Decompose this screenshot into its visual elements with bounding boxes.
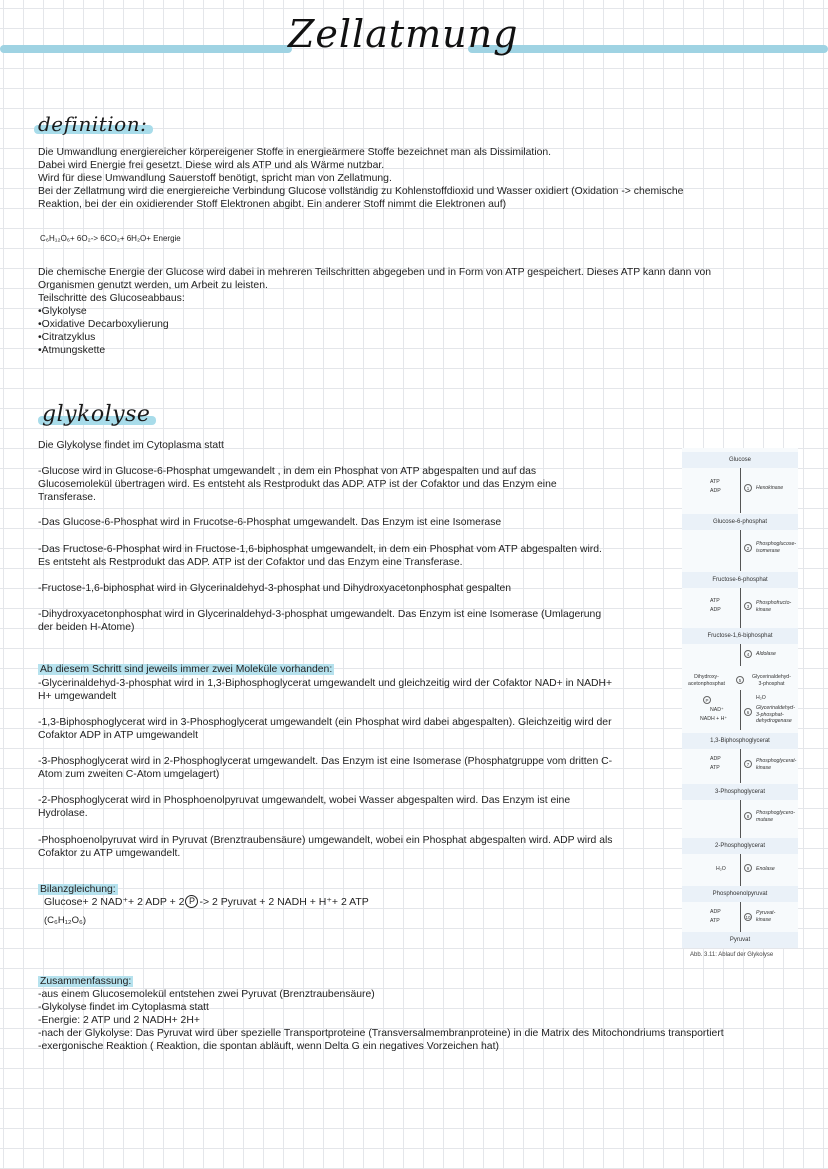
step-number: 9 [744, 864, 752, 872]
step-number: 8 [744, 812, 752, 820]
box-fructose-1-6-biphosphat: Fructose-1,6-biphosphat [682, 628, 798, 644]
arrow-3 [740, 588, 741, 628]
box-2-phosphoglycerat: 2-Phosphoglycerat [682, 838, 798, 854]
glycolysis-step-4: -Fructose-1,6-biphosphat wird in Glycerinaldehyd-3-phosphat und Dihydroxyacetonphosphat gespalten [38, 583, 512, 594]
phosphate-symbol: P [185, 895, 198, 908]
step-number: 3 [744, 602, 752, 610]
gap-label: Glycerinaldehyd- 3-phosphat [752, 674, 791, 687]
arrow-4 [740, 644, 741, 666]
definition-paragraph-2: Die chemische Energie der Glucose wird dabei in mehreren Teilschritten abgegeben und in Form von ATP gespeichert. Dieses ATP kann dann von Organismen genutzt werden, um Arbeit zu leisten. Teilschritte des Glucoseabbaus: [38, 267, 712, 304]
two-molecules-note [38, 650, 334, 676]
arrow-1 [740, 468, 741, 513]
enzyme-enolase: Enolase [756, 866, 775, 872]
adp-label: ADP [710, 607, 721, 613]
summary-heading-highlight: Zusammenfassung: [40, 976, 132, 987]
enzyme-hexokinase: Hexokinase [756, 485, 784, 491]
balance-formula: (C₆H₁₂O₆) [44, 915, 86, 926]
box-glucose-6-phosphat: Glucose-6-phosphat [682, 514, 798, 530]
enzyme-aldolase: Aldolase [756, 651, 776, 657]
atp-label: ATP [710, 598, 720, 604]
box-fructose-6-phosphat: Fructose-6-phosphat [682, 572, 798, 588]
glycolysis-step-3: -Das Fructose-6-Phosphat wird in Fructose-1,6-biphosphat umgewandelt, in dem ein Phosphat vom ATP abgespalten wird. Es entsteht als Restprodukt das ADP. ATP ist der Cofaktor und das Enzym eine Transferase. [38, 544, 602, 568]
atp-label: ATP [710, 765, 720, 771]
list-item: •Oxidative Decarboxylierung [38, 319, 169, 330]
glycolysis-step-1: -Glucose wird in Glucose-6-Phosphat umgewandelt , in dem ein Phosphat von ATP abgespalten und auf das Glucosemolekül übertragen wird. Es entsteht als Restprodukt das ADP. ATP ist der Cofaktor und das Enzym eine Transferase. [38, 466, 557, 503]
title-bar-right [468, 45, 828, 53]
enzyme-phosphoglyceratkinase: Phosphoglycerat- kinase [756, 758, 797, 771]
dhap-label: Dihydroxy- acetonphosphat [688, 674, 725, 687]
glycolysis-heading-text: glykolyse [42, 402, 151, 427]
atp-label: ATP [710, 479, 720, 485]
arrow-6 [740, 690, 741, 730]
glycolysis-pathway-figure [682, 448, 798, 948]
figure-caption: Abb. 3.11: Ablauf der Glykolyse [690, 952, 774, 958]
enzyme-mutase: Phosphoglycero- mutase [756, 810, 795, 823]
balance-heading [38, 870, 118, 896]
enzyme-pyruvatkinase: Pyruvat- kinase [756, 910, 776, 923]
two-molecules-highlight: Ab diesem Schritt sind jeweils immer zwei Moleküle vorhanden: [40, 664, 333, 675]
definition-heading-text: definition: [38, 112, 148, 136]
box-phosphoenolpyruvat: Phosphoenolpyruvat [682, 886, 798, 902]
h2o-label: H₂O [716, 866, 726, 872]
definition-paragraph-1: Die Umwandlung energiereicher körpereigener Stoffe in energieärmere Stoffe bezeichnet man als Dissimilation. Dabei wird Energie frei gesetzt. Diese wird als ATP und als Wärme nutzbar. Wird für diese Umwandlung Sauerstoff benötigt, spricht man von Zellatmung. Bei der Zellatmung wird die energiereiche Verbindung Glucose vollständig zu Kohlenstoffdioxid und Wasser oxidiert (Oxidation -> chemische Reaktion, bei der ein oxidierender Stoff Elektronen abgibt. Ein anderer Stoff nimmt die Elektronen auf) [38, 147, 684, 210]
step-number: 4 [744, 650, 752, 658]
h2o-label-top: H₂O [756, 695, 766, 701]
respiration-equation: C₆H₁₂O₆+ 6O₂-> 6CO₂+ 6H₂O+ Energie [40, 234, 181, 243]
step-number: 10 [745, 915, 751, 920]
step-number: 7 [744, 760, 752, 768]
step-number: 5 [736, 676, 744, 684]
step-number: 6 [744, 708, 752, 716]
arrow-9 [740, 854, 741, 886]
adp-label: ADP [710, 909, 721, 915]
list-item: •Citratzyklus [38, 332, 96, 343]
balance-left: Glucose+ 2 NAD⁺+ 2 ADP + 2 [44, 895, 185, 908]
glycolysis-step-10: -Phosphoenolpyruvat wird in Pyruvat (Brenztraubensäure) umgewandelt, wobei ein Phosphat abgespalten wird. ADP wird als Cofaktor zu ATP umgewandelt. [38, 835, 613, 859]
phosphate-p: P [703, 696, 711, 704]
arrow-2 [740, 530, 741, 571]
nad-label: NAD⁺ [710, 707, 724, 713]
list-item: •Atmungskette [38, 345, 106, 356]
step-number: 2 [744, 544, 752, 552]
glycolysis-step-2: -Das Glucose-6-Phosphat wird in Frucotse-6-Phosphat umgewandelt. Das Enzym ist eine Isomerase [38, 517, 502, 528]
glycolysis-step-7: -1,3-Biphosphoglycerat wird in 3-Phosphoglycerat umgewandelt (ein Phosphat wird dabei abgespalten). Gleichzeitig wird der Cofaktor ADP in ATP umgewandelt [38, 717, 612, 741]
glycolysis-step-5: -Dihydroxyacetonphosphat wird in Glycerinaldehyd-3-phosphat umgewandelt. Das Enzym ist eine Isomerase (Umlagerung der beiden H-Atome) [38, 609, 602, 633]
summary-heading [38, 962, 133, 988]
glycolysis-step-6: -Glycerinaldehyd-3-phosphat wird in 1,3-Biphosphoglycerat umgewandelt und gleichzeitig wird der Cofaktor NAD+ in NADH+ H+ umgewandelt [38, 678, 613, 702]
enzyme-isomerase: Phosphoglucose- isomerase [756, 541, 797, 554]
title-bar-left [0, 45, 292, 53]
step-number: 1 [744, 484, 752, 492]
adp-label: ADP [710, 488, 721, 494]
enzyme-phosphofructokinase: Phosphofructo- kinase [756, 600, 792, 613]
steps-list [38, 305, 169, 357]
box-pyruvat: Pyruvat [682, 932, 798, 948]
nadh-label: NADH + H⁺ [700, 716, 728, 722]
box-1-3-biphosphoglycerat: 1,3-Biphosphoglycerat [682, 733, 798, 749]
arrow-7 [740, 749, 741, 783]
glycolysis-heading [42, 402, 150, 427]
list-item: •Glykolyse [38, 306, 87, 317]
balance-heading-highlight: Bilanzgleichung: [40, 884, 116, 895]
definition-heading [38, 112, 147, 136]
glycolysis-intro: Die Glykolyse findet im Cytoplasma statt [38, 440, 224, 451]
glycolysis-step-9: -2-Phosphoglycerat wird in Phosphoenolpyruvat umgewandelt, wobei Wasser abgespalten wird. Das Enzym ist eine Hydrolase. [38, 795, 571, 819]
enzyme-gapdh: Glycerinaldehyd- 3-phosphat- dehydrogenase [756, 705, 795, 724]
summary-text: -aus einem Glucosemolekül entstehen zwei Pyruvat (Brenztraubensäure) -Glykolyse findet im Cytoplasma statt -Energie: 2 ATP und 2 NADH+ 2H+ -nach der Glykolyse: Das Pyruvat wird über spezielle Transportproteine (Transversalmembranproteine) in die Matrix des Mitochondriums transportiert -exergonische Reaktion ( Reaktion, die spontan abläuft, wenn Delta G ein negatives Vorzeichen hat) [38, 989, 724, 1052]
glycolysis-step-8: -3-Phosphoglycerat wird in 2-Phosphoglycerat umgewandelt. Das Enzym ist eine Isomerase (Phosphatgruppe vom dritten C- Atom zum zweiten C-Atom umgelagert) [38, 756, 613, 780]
box-3-phosphoglycerat: 3-Phosphoglycerat [682, 784, 798, 800]
adp-label: ADP [710, 756, 721, 762]
arrow-8 [740, 800, 741, 838]
atp-label: ATP [710, 918, 720, 924]
page-title: Zellatmung [288, 12, 519, 56]
balance-equation [44, 895, 369, 908]
arrow-10 [740, 902, 741, 932]
box-glucose: Glucose [682, 452, 798, 468]
balance-right: -> 2 Pyruvat + 2 NADH + H⁺+ 2 ATP [199, 895, 369, 908]
